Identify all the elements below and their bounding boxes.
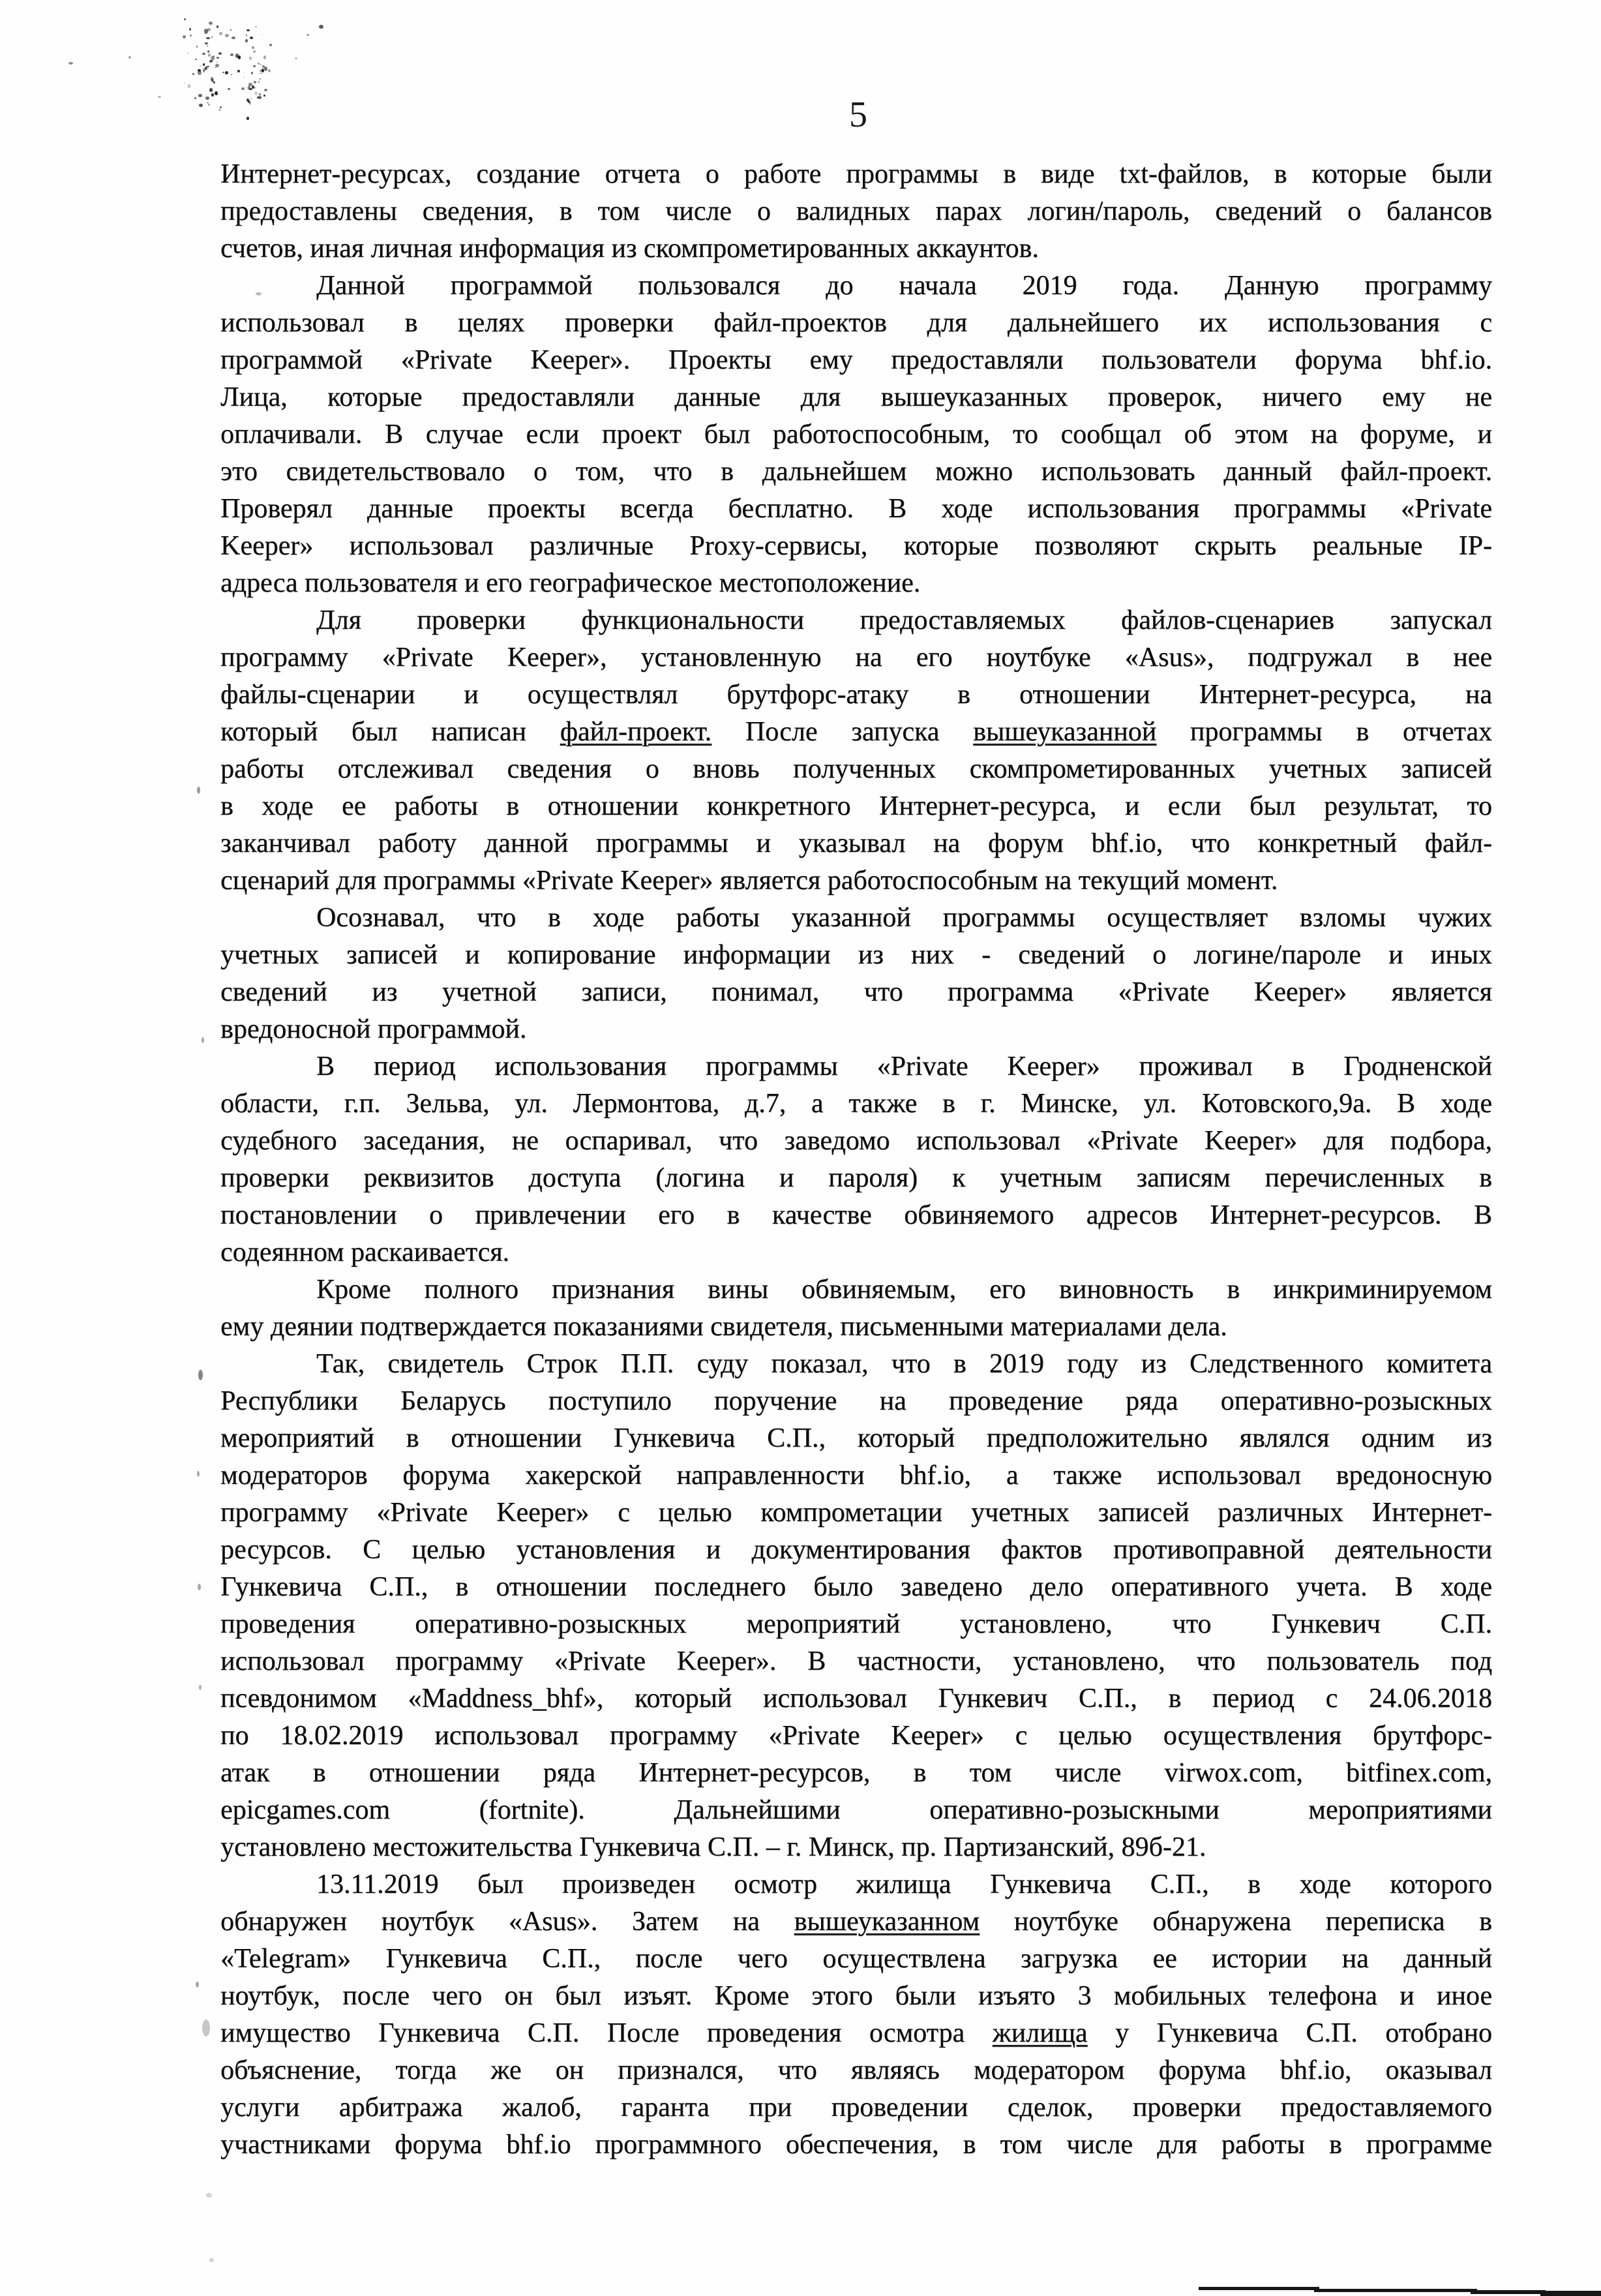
- smudge-dot: [211, 37, 213, 38]
- smudge-dot: [219, 109, 220, 111]
- scan-speck: [158, 96, 161, 98]
- scan-edge-line: [1471, 2290, 1546, 2294]
- smudge-dot: [262, 65, 265, 68]
- smudge-dot: [245, 39, 248, 42]
- smudge-dot: [247, 29, 250, 32]
- text-line: Так, свидетель Строк П.П. суду показал, что в 2019 году из Следственного комитета: [316, 1349, 1492, 1379]
- scan-speck: [196, 1982, 199, 1987]
- text-line: Лица, которые предоставляли данные для вышеуказанных проверок, ничего ему не: [220, 382, 1492, 412]
- smudge-dot: [258, 63, 260, 65]
- smudge-dot: [253, 65, 256, 67]
- smudge-dot: [207, 28, 211, 32]
- smudge-dot: [253, 50, 256, 53]
- text-line: оплачивали. В случае если проект был работоспособным, то сообщал об этом на форуме, и: [220, 419, 1492, 449]
- smudge-dot: [230, 53, 233, 56]
- smudge-dot: [258, 81, 260, 83]
- smudge-dot: [205, 42, 208, 44]
- smudge-dot: [268, 69, 271, 72]
- smudge-dot: [262, 34, 263, 35]
- text-line: который был написан файл-проект. После запуска вышеуказанной программы в отчетах: [220, 717, 1492, 747]
- smudge-dot: [215, 64, 219, 67]
- smudge-dot: [189, 28, 192, 31]
- text-line: мероприятий в отношении Гункевича С.П., который предположительно являлся одним из: [220, 1423, 1492, 1453]
- smudge-dot: [200, 65, 202, 67]
- smudge-dot: [218, 52, 222, 55]
- underlined-word: файл-проект.: [560, 717, 712, 747]
- smudge-dot: [232, 37, 235, 39]
- smudge-dot: [188, 84, 191, 88]
- smudge-dot: [192, 73, 194, 75]
- text-line: адреса пользователя и его географическое местоположение.: [220, 568, 921, 598]
- smudge-dot: [202, 53, 205, 55]
- text-line: «Telegram» Гункевича С.П., после чего осуществлена загрузка ее истории на данный: [220, 1944, 1492, 1974]
- text-line: проведения оперативно-розыскных мероприятий установлено, что Гункевич С.П.: [220, 1609, 1492, 1639]
- text-line: учетных записей и копирование информации из них - сведений о логине/пароле и иных: [220, 940, 1492, 970]
- text-line: сведений из учетной записи, понимал, что программа «Private Keeper» является: [220, 977, 1492, 1007]
- smudge-dot: [205, 97, 209, 100]
- scan-speck: [209, 2258, 214, 2262]
- text-line: программу «Private Keeper», установленную на его ноутбуке «Asus», подгружал в нее: [220, 642, 1492, 672]
- smudge-dot: [254, 87, 256, 89]
- text-line: 13.11.2019 был произведен осмотр жилища Гункевича С.П., в ходе которого: [316, 1869, 1492, 1899]
- smudge-dot: [237, 70, 240, 73]
- smudge-dot: [190, 35, 192, 37]
- smudge-dot: [263, 95, 265, 97]
- smudge-dot: [269, 44, 272, 46]
- text-line: ноутбук, после чего он был изъят. Кроме этого были изъято 3 мобильных телефона и иное: [220, 1981, 1492, 2011]
- smudge-dot: [254, 81, 256, 83]
- paragraph: [220, 1048, 1492, 1271]
- smudge-dot: [249, 103, 251, 104]
- text-line: использовал программу «Private Keeper». В частности, установлено, что пользователь под: [220, 1646, 1492, 1676]
- smudge-dot: [260, 72, 262, 74]
- smudge-dot: [255, 26, 257, 27]
- smudge-dot: [198, 69, 201, 72]
- smudge-dot: [217, 25, 218, 28]
- smudge-dot: [220, 106, 222, 108]
- text-line: по 18.02.2019 использовал программу «Private Keeper» с целью осуществления брутфорс-: [220, 1721, 1492, 1751]
- text-line: Проверял данные проекты всегда бесплатно. В ходе использования программы «Private: [220, 494, 1492, 524]
- smudge-dot: [183, 35, 186, 38]
- text-line: предоставлены сведения, в том числе о валидных парах логин/пароль, сведений о балансов: [220, 196, 1492, 226]
- smudge-dot: [207, 66, 209, 68]
- smudge-dot: [260, 78, 261, 80]
- smudge-dot: [228, 88, 230, 90]
- smudge-dot: [215, 91, 218, 95]
- text-line: ресурсов. С целью установления и документирования фактов противоправной деятельности: [220, 1535, 1492, 1565]
- smudge-dot: [263, 55, 266, 59]
- paragraph: [220, 1271, 1492, 1346]
- scan-speck: [199, 1685, 202, 1690]
- underlined-word: вышеуказанном: [794, 1907, 980, 1937]
- smudge-dot: [207, 45, 209, 46]
- document-text: [220, 156, 1492, 2164]
- text-line: участниками форума bhf.io программного обеспечения, в том числе для работы в программе: [220, 2130, 1492, 2160]
- text-line: Осознавал, что в ходе работы указанной программы осуществляет взломы чужих: [316, 903, 1492, 933]
- text-line: сценарий для программы «Private Keeper» является работоспособным на текущий момент.: [220, 866, 1278, 896]
- text-line: ему деянии подтверждается показаниями свидетеля, письменными материалами дела.: [220, 1312, 1227, 1342]
- smudge-dot: [222, 72, 225, 74]
- smudge-dot: [213, 82, 215, 83]
- text-line: Keeper» использовал различные Proxy-сервисы, которые позволяют скрыть реальные IP-: [220, 531, 1492, 561]
- scan-speck: [197, 1471, 200, 1477]
- scan-edge-line: [1199, 2287, 1319, 2290]
- smudge-dot: [209, 60, 213, 62]
- smudge-dot: [248, 100, 250, 103]
- text-line: файлы-сценарии и осуществлял брутфорс-атаку в отношении Интернет-ресурса, на: [220, 680, 1492, 710]
- smudge-dot: [191, 51, 192, 52]
- text-line: Гункевича С.П., в отношении последнего было заведено дело оперативного учета. В ходе: [220, 1572, 1492, 1602]
- text-line: заканчивал работу данной программы и указывал на форум bhf.io, что конкретный файл-: [220, 828, 1492, 858]
- smudge-dot: [211, 93, 215, 97]
- scan-speck: [206, 2193, 212, 2198]
- paragraph: [220, 1866, 1492, 2164]
- text-line: работы отслеживал сведения о вновь полученных скомпрометированных учетных записей: [220, 754, 1492, 784]
- smudge-dot: [194, 97, 196, 99]
- text-line: постановлении о привлечении его в качестве обвиняемого адресов Интернет-ресурсов. В: [220, 1200, 1492, 1230]
- smudge-dot: [211, 77, 213, 81]
- text-line: области, г.п. Зельва, ул. Лермонтова, д.7, а также в г. Минске, ул. Котовского,9а. В ходе: [220, 1089, 1492, 1119]
- smudge-dot: [246, 35, 247, 36]
- text-line: В период использования программы «Private Keeper» проживал в Гродненской: [316, 1051, 1492, 1081]
- smudge-dot: [203, 70, 205, 72]
- smudge-dot: [195, 59, 197, 61]
- smudge-dot: [225, 34, 229, 38]
- smudge-dot: [251, 72, 253, 74]
- paragraph: [220, 602, 1492, 899]
- smudge-dot: [208, 53, 211, 56]
- smudge-dot: [259, 93, 261, 95]
- underlined-word: жилища: [992, 2018, 1088, 2048]
- smudge-dot: [247, 117, 248, 120]
- scan-speck: [319, 25, 323, 29]
- smudge-dot: [230, 29, 232, 31]
- scan-speck: [198, 1370, 203, 1380]
- scan-speck: [307, 34, 309, 36]
- text-line: в ходе ее работы в отношении конкретного Интернет-ресурса, и если был результат, то: [220, 791, 1492, 821]
- smudge-dot: [198, 94, 202, 97]
- smudge-dot: [209, 22, 213, 25]
- smudge-dot: [215, 67, 217, 68]
- text-line: псевдонимом «Maddness_bhf», который использовал Гункевич С.П., в период с 24.06.2018: [220, 1684, 1492, 1714]
- smudge-dot: [260, 64, 262, 65]
- text-line: проверки реквизитов доступа (логина и пароля) к учетным записям перечисленных в: [220, 1163, 1492, 1193]
- smudge-dot: [241, 87, 245, 91]
- smudge-dot: [243, 72, 244, 74]
- smudge-dot: [264, 89, 267, 91]
- text-line: атак в отношении ряда Интернет-ресурсов, в том числе virwox.com, bitfinex.com,: [220, 1758, 1492, 1788]
- text-line: услуги арбитража жалоб, гаранта при проведении сделок, проверки предоставляемого: [220, 2092, 1492, 2122]
- smudge-dot: [262, 68, 265, 72]
- smudge-dot: [243, 77, 245, 78]
- scan-edge-line: [1540, 2291, 1601, 2296]
- text-line: программой «Private Keeper». Проекты ему предоставляли пользователи форума bhf.io.: [220, 345, 1492, 375]
- text-line: имущество Гункевича С.П. После проведения осмотра жилища у Гункевича С.П. отобрано: [220, 2018, 1492, 2048]
- text-line: epicgames.com (fortnite). Дальнейшими оперативно-розыскными мероприятиями: [220, 1795, 1492, 1825]
- text-line: вредоносной программой.: [220, 1014, 527, 1044]
- text-line: обнаружен ноутбук «Asus». Затем на вышеуказанном ноутбуке обнаружена переписка в: [220, 1907, 1493, 1937]
- smudge-dot: [196, 46, 198, 48]
- smudge-dot: [209, 88, 213, 91]
- scan-speck: [68, 62, 73, 65]
- text-line: счетов, иная личная информация из скомпрометированных аккаунтов.: [220, 234, 1039, 264]
- text-line: содеянном раскаивается.: [220, 1237, 510, 1267]
- page-number: 5: [849, 95, 867, 135]
- paragraph: [220, 267, 1492, 602]
- smudge-dot: [187, 53, 189, 54]
- smudge-dot: [264, 67, 267, 71]
- text-line: установлено местожительства Гункевича С.П. – г. Минск, пр. Партизанский, 89б-21.: [220, 1832, 1206, 1862]
- text-line: использовал в целях проверки файл-проектов для дальнейшего их использования с: [220, 308, 1492, 338]
- paragraph: [220, 156, 1492, 267]
- scan-speck: [202, 2019, 210, 2036]
- text-line: это свидетельствовало о том, что в дальнейшем можно использовать данный файл-проект.: [220, 457, 1492, 487]
- smudge-dot: [206, 37, 210, 40]
- scan-speck: [197, 787, 200, 794]
- scan-edge-line: [1314, 2289, 1477, 2292]
- text-line: судебного заседания, не оспаривал, что заведомо использовал «Private Keeper» для подбора,: [220, 1126, 1492, 1156]
- scan-speck: [128, 56, 131, 59]
- text-line: Для проверки функциональности предоставляемых файлов-сценариев запускал: [316, 605, 1492, 635]
- smudge-dot: [250, 59, 252, 61]
- text-line: Данной программой пользовался до начала 2019 года. Данную программу: [316, 271, 1492, 301]
- smudge-dot: [219, 32, 222, 35]
- smudge-dot: [225, 71, 228, 74]
- smudge-dot: [203, 63, 205, 66]
- paragraph: [220, 1346, 1492, 1866]
- scan-speck: [202, 1037, 204, 1043]
- text-line: модераторов форума хакерской направленности bhf.io, а также использовал вредоносную: [220, 1460, 1492, 1490]
- text-line: Интернет-ресурсах, создание отчета о работе программы в виде txt-файлов, в которые были: [220, 159, 1492, 189]
- smudge-dot: [252, 46, 254, 49]
- paragraph: [220, 899, 1492, 1048]
- smudge-dot: [231, 74, 232, 75]
- underlined-word: вышеуказанной: [973, 717, 1157, 747]
- smudge-dot: [199, 104, 203, 107]
- scan-speck: [295, 57, 297, 59]
- smudge-dot: [184, 18, 186, 20]
- smudge-dot: [217, 57, 219, 59]
- text-line: программу «Private Keeper» с целью компрометации учетных записей различных Интернет-: [220, 1498, 1492, 1528]
- smudge-dot: [204, 29, 208, 34]
- smudge-dot: [250, 98, 252, 99]
- text-line: Кроме полного признания вины обвиняемым, его виновность в инкриминируемом: [316, 1275, 1492, 1305]
- smudge-dot: [258, 96, 262, 99]
- smudge-dot: [250, 37, 253, 39]
- smudge-dot: [209, 51, 211, 52]
- smudge-dot: [217, 61, 218, 63]
- scan-speck: [198, 1584, 201, 1590]
- smudge-dot: [249, 88, 252, 90]
- text-line: объяснение, тогда же он признался, что являясь модератором форума bhf.io, оказывал: [220, 2055, 1492, 2085]
- text-line: Республики Беларусь поступило поручение на проведение ряда оперативно-розыскных: [220, 1386, 1492, 1416]
- smudge-dot: [208, 104, 211, 106]
- smudge-dot: [254, 91, 258, 95]
